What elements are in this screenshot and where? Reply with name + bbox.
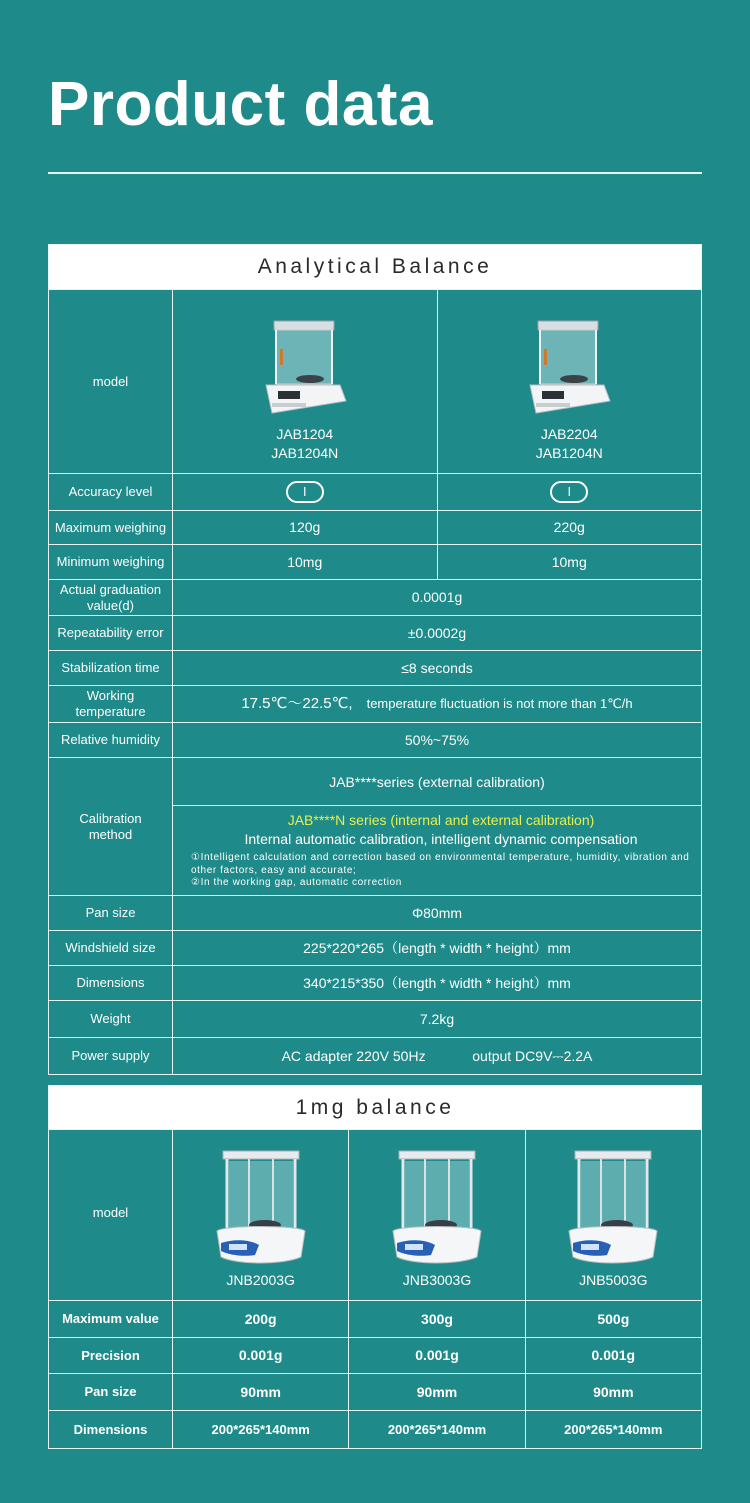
model-name: JAB1204 xyxy=(276,426,334,443)
value-cell: 0.001g xyxy=(348,1338,524,1373)
value-cell xyxy=(437,474,702,510)
dimensions-row xyxy=(49,1411,701,1448)
calibration-note: ①Intelligent calculation and correction based on environmental temperature, humidity, vibration and other factors, easy and accurate; xyxy=(191,852,690,876)
model-name: JAB1204N xyxy=(271,445,339,462)
model-name: JNB5003G xyxy=(579,1272,648,1289)
windshield-row xyxy=(49,931,701,966)
value-cell xyxy=(173,474,437,510)
internal-calibration xyxy=(173,806,701,895)
working-temperature-row xyxy=(49,686,701,723)
stabilization-row xyxy=(49,651,701,686)
model-row xyxy=(49,290,701,474)
mg-balance-table xyxy=(48,1085,702,1449)
value-cell: 90mm xyxy=(240,1383,281,1400)
value-cell: 10mg xyxy=(287,553,323,570)
min-weighing-row xyxy=(49,545,701,580)
power-supply-row xyxy=(49,1038,701,1074)
page-title: Product data xyxy=(48,70,433,139)
accuracy-row xyxy=(49,474,701,511)
value-cell: 0.0001g xyxy=(411,589,463,606)
row-label: Actual graduation value(d) xyxy=(49,580,173,615)
row-label: Calibration method xyxy=(49,758,173,895)
value-cell: 90mm xyxy=(348,1374,524,1410)
model-cell xyxy=(437,290,702,473)
model-row xyxy=(49,1130,701,1301)
mg-balance-image xyxy=(565,1147,661,1267)
row-label: model xyxy=(49,290,173,473)
model-cell xyxy=(173,1130,348,1300)
external-calibration: JAB****series (external calibration) xyxy=(173,758,701,806)
row-label: Dimensions xyxy=(49,966,173,1000)
humidity-row xyxy=(49,723,701,758)
max-value-row xyxy=(49,1301,701,1338)
value-cell: 340*215*350（length * width * height）mm xyxy=(303,974,571,991)
mg-balance-image xyxy=(389,1147,485,1267)
row-label: Working temperature xyxy=(49,686,173,722)
table-header: 1mg balance xyxy=(49,1086,701,1130)
value-cell: Φ80mm xyxy=(411,904,463,921)
value-cell: ≤8 seconds xyxy=(401,659,473,676)
row-label: Pan size xyxy=(49,896,173,930)
model-name: JNB3003G xyxy=(402,1272,472,1289)
internal-calibration-title: JAB****N series (internal and external calibration) xyxy=(287,812,595,828)
value-cell: 90mm xyxy=(525,1374,701,1410)
accuracy-badge: Ⅰ xyxy=(550,481,588,503)
title-divider xyxy=(48,172,702,174)
graduation-row xyxy=(49,580,701,616)
row-label: Repeatability error xyxy=(49,616,173,650)
weight-row xyxy=(49,1001,701,1038)
pan-size-row xyxy=(49,1374,701,1411)
calibration-row xyxy=(49,758,701,896)
calibration-note: ②In the working gap, automatic correction xyxy=(191,877,402,888)
row-label: Maximum weighing xyxy=(49,511,173,544)
value-cell: ±0.0002g xyxy=(407,624,467,641)
value-cell: AC adapter 220V 50Hz output DC9V⎓2.2A xyxy=(281,1047,593,1064)
model-name: JAB2204 xyxy=(540,426,598,443)
row-label: Maximum value xyxy=(49,1301,173,1337)
value-cell: 0.001g xyxy=(525,1338,701,1373)
row-label: Precision xyxy=(49,1338,173,1373)
model-cell xyxy=(348,1130,524,1300)
row-label: Dimensions xyxy=(49,1411,173,1448)
value-cell: 10mg xyxy=(437,545,702,579)
value-cell: 200g xyxy=(244,1310,277,1327)
value-cell: 120g xyxy=(289,519,321,536)
analytical-balance-image xyxy=(262,317,348,417)
value-cell xyxy=(173,686,701,722)
value-cell: 7.2kg xyxy=(419,1010,455,1027)
row-label: Relative humidity xyxy=(49,723,173,757)
value-cell: 300g xyxy=(348,1301,524,1337)
pan-size-row xyxy=(49,896,701,931)
row-label: Weight xyxy=(49,1001,173,1037)
max-weighing-row xyxy=(49,511,701,545)
analytical-balance-image xyxy=(526,317,612,417)
temperature-range: 17.5℃～22.5℃, xyxy=(241,695,353,712)
model-name: JNB2003G xyxy=(226,1272,295,1289)
value-cell: 200*265*140mm xyxy=(525,1411,701,1448)
row-label: Accuracy level xyxy=(49,474,173,510)
row-label: Pan size xyxy=(49,1374,173,1410)
row-label: Minimum weighing xyxy=(49,545,173,579)
row-label: Power supply xyxy=(49,1038,173,1074)
value-cell: 225*220*265（length * width * height）mm xyxy=(303,939,571,956)
value-cell: 0.001g xyxy=(238,1347,283,1364)
repeatability-row xyxy=(49,616,701,651)
value-cell: 200*265*140mm xyxy=(211,1421,310,1437)
precision-row xyxy=(49,1338,701,1374)
model-cell xyxy=(173,290,437,473)
value-cell: 220g xyxy=(437,511,702,544)
value-cell: 50%~75% xyxy=(404,731,470,748)
internal-calibration-desc: Internal automatic calibration, intelligent dynamic compensation xyxy=(244,831,638,847)
table-header: Analytical Balance xyxy=(49,245,701,290)
row-label: Windshield size xyxy=(49,931,173,965)
dimensions-row xyxy=(49,966,701,1001)
model-name: JAB1204N xyxy=(535,445,603,462)
analytical-balance-table xyxy=(48,244,702,1075)
mg-balance-image xyxy=(213,1147,309,1267)
calibration-cell xyxy=(173,758,701,895)
value-cell: 200*265*140mm xyxy=(348,1411,524,1448)
row-label: Stabilization time xyxy=(49,651,173,685)
row-label: model xyxy=(49,1130,173,1300)
model-cell xyxy=(525,1130,701,1300)
value-cell: 500g xyxy=(525,1301,701,1337)
accuracy-badge: Ⅰ xyxy=(286,481,324,503)
temperature-note: temperature fluctuation is not more than 1℃/h xyxy=(366,696,633,712)
